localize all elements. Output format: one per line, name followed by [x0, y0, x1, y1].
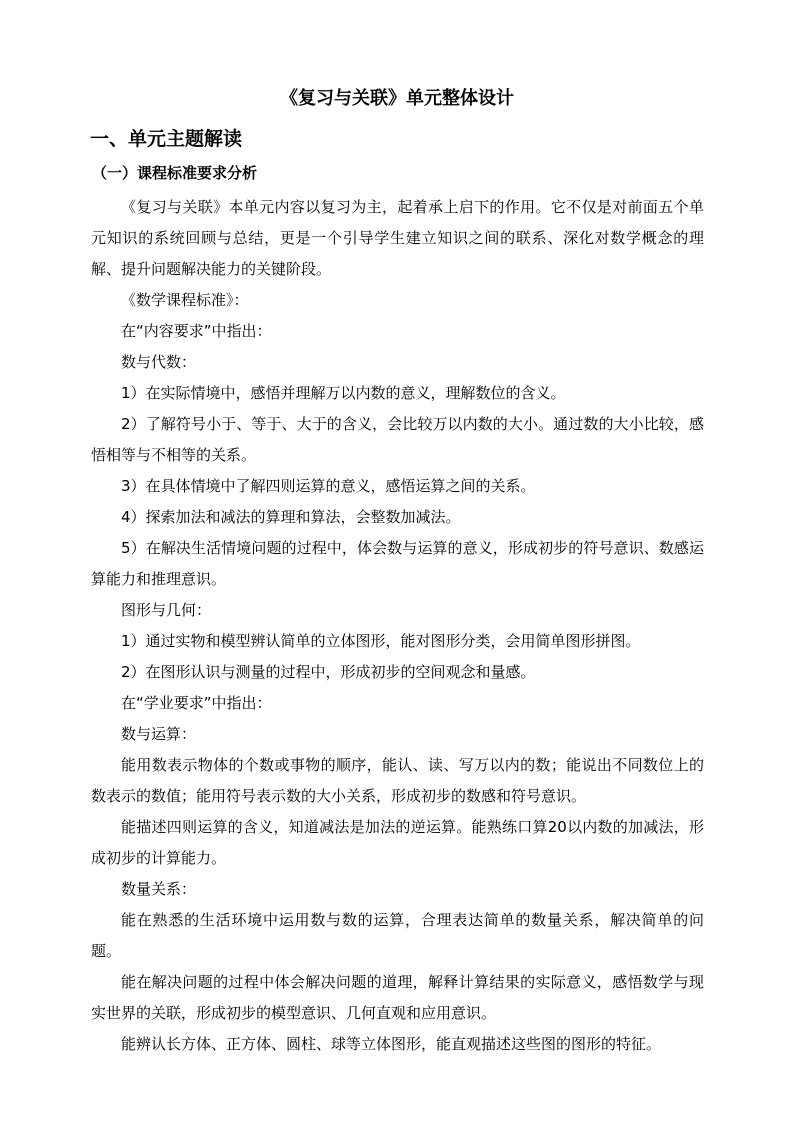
list-item: 1）在实际情境中，感悟并理解万以内数的意义，理解数位的含义。 — [121, 384, 566, 402]
paragraph: 能描述四则运算的含义，知道减法是加法的逆运算。能熟练口算20以内数的加减法，形成初步的计算能力。 — [91, 818, 704, 867]
paragraph: 能在熟悉的生活环境中运用数与数的运算，合理表达简单的数量关系，解决简单的问题。 — [91, 911, 704, 960]
paragraph: 在“学业要求”中指出： — [121, 694, 272, 712]
paragraph: 在“内容要求”中指出： — [121, 322, 272, 340]
paragraph: 数与运算： — [121, 725, 197, 743]
subsection-heading: （一）课程标准要求分析 — [92, 164, 258, 182]
list-item: 4）探索加法和减法的算理和算法，会整数加减法。 — [121, 508, 461, 526]
paragraph: 能在解决问题的过程中体会解决问题的道理，解释计算结果的实际意义，感悟数学与现实世界的关联，形成初步的模型意识、几何直观和应用意识。 — [91, 973, 704, 1022]
paragraph: 图形与几何： — [121, 601, 212, 619]
paragraph: 《数学课程标准》： — [121, 291, 249, 309]
paragraph: 《复习与关联》本单元内容以复习为主，起着承上启下的作用。它不仅是对前面五个单元知识的系统回顾与总结，更是一个引导学生建立知识之间的联系、深化对数学概念的理解、提升问题解决能力的关键阶段。 — [91, 198, 704, 278]
paragraph: 能辨认长方体、正方体、圆柱、球等立体图形，能直观描述这些图的图形的特征。 — [121, 1035, 662, 1053]
section-heading: 一、单元主题解读 — [90, 128, 243, 150]
paragraph: 能用数表示物体的个数或事物的顺序，能认、读、写万以内的数；能说出不同数位上的数表示的数值；能用符号表示数的大小关系，形成初步的数感和符号意识。 — [91, 756, 704, 805]
list-item: 1）通过实物和模型辨认简单的立体图形，能对图形分类，会用简单图形拼图。 — [121, 632, 641, 650]
list-item: 5）在解决生活情境问题的过程中，体会数与运算的意义，形成初步的符号意识、数感运算能力和推理意识。 — [91, 539, 704, 588]
document-body — [91, 192, 704, 1060]
document-title: 《复习与关联》单元整体设计 — [280, 88, 514, 109]
list-item: 2）在图形认识与测量的过程中，形成初步的空间观念和量感。 — [121, 663, 536, 681]
list-item: 2）了解符号小于、等于、大于的含义，会比较万以内数的大小。通过数的大小比较，感悟相等与不相等的关系。 — [91, 415, 704, 464]
paragraph: 数与代数： — [121, 353, 197, 371]
list-item: 3）在具体情境中了解四则运算的意义，感悟运算之间的关系。 — [121, 477, 536, 495]
paragraph: 数量关系： — [121, 880, 197, 898]
